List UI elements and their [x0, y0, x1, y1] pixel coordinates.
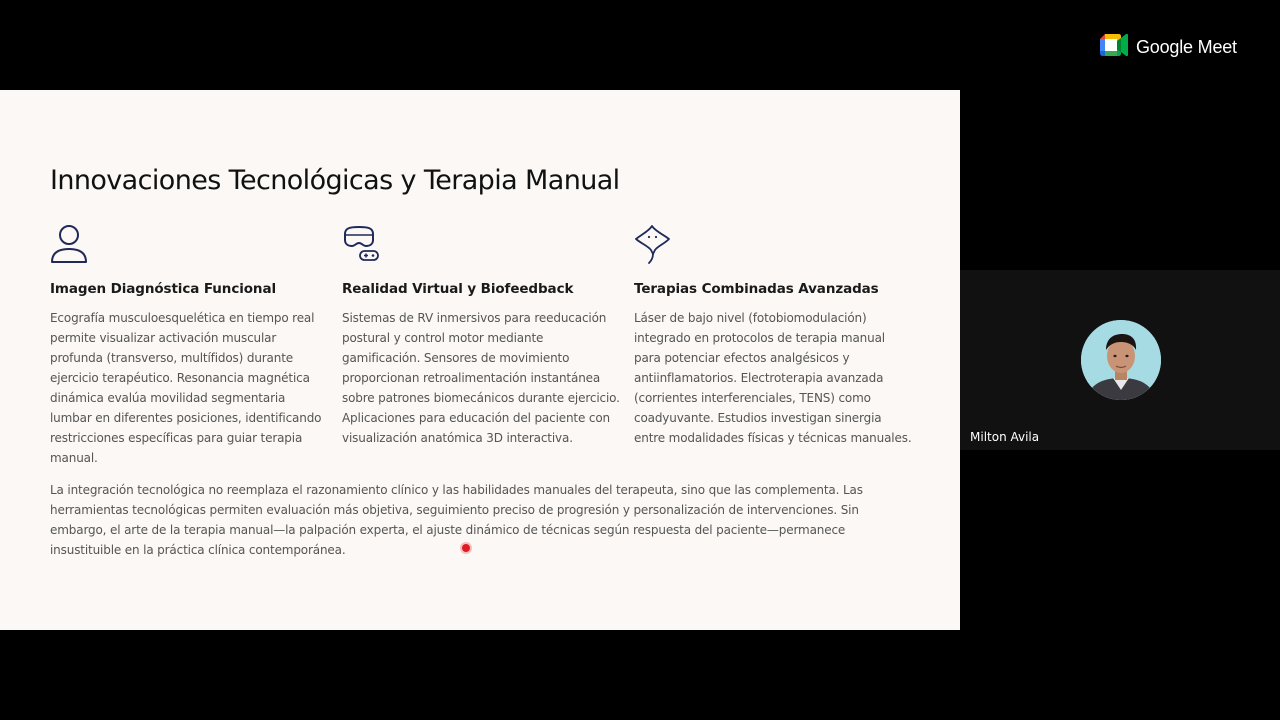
column-body: Láser de bajo nivel (fotobiomodulación) integrado en protocolos de terapia manual para potenciar efectos analgésicos y antiinflamatorios. Electroterapia avanzada (corrientes interferenciales, TENS) como coadyuvante. Estudios investigan sinergia entre modalidades físicas y técnicas manuales.	[634, 311, 912, 445]
google-meet-logo	[1100, 34, 1237, 60]
vr-headset-icon	[342, 222, 382, 266]
stingray-icon	[634, 222, 674, 266]
laser-pointer	[462, 544, 470, 552]
summary-paragraph: La integración tecnológica no reemplaza el razonamiento clínico y las habilidades manuales del terapeuta, sino que las complementa. Las herramientas tecnológicas permiten evaluación más objetiva, seguimiento preciso de progresión y personalización de intervenciones. Sin embargo, el arte de la terapia manual—la palpación experta, el ajuste dinámico de técnicas según respuesta del paciente—permanece insustituible en la práctica clínica contemporánea.	[50, 483, 863, 557]
column-heading: Imagen Diagnóstica Funcional	[50, 281, 276, 297]
column-heading: Terapias Combinadas Avanzadas	[634, 281, 879, 297]
column-body: Sistemas de RV inmersivos para reeducación postural y control motor mediante gamificación. Sensores de movimiento proporcionan retroalimentación instantánea sobre patrones biomecánicos durante ejercicio. Aplicaciones para educación del paciente con visualización anatómica 3D interactiva.	[342, 311, 620, 445]
avatar	[1081, 320, 1161, 400]
participant-name: Milton Avila	[970, 430, 1040, 444]
meet-logo-text: Google Meet	[1136, 36, 1237, 57]
slide-title: Innovaciones Tecnológicas y Terapia Manual	[50, 165, 620, 196]
column-terapias-combinadas	[634, 222, 914, 445]
column-body: Ecografía musculoesquelética en tiempo real permite visualizar activación muscular profunda (transverso, multífidos) durante ejercicio terapéutico. Resonancia magnética dinámica evalúa movilidad segmentaria lumbar en diferentes posiciones, identificando restricciones específicas para guiar terapia manual.	[50, 311, 322, 465]
column-heading: Realidad Virtual y Biofeedback	[342, 281, 574, 297]
column-realidad-virtual	[342, 222, 622, 445]
person-icon	[50, 222, 90, 266]
meet-camera-icon	[1100, 34, 1128, 60]
column-imagen-diagnostica	[50, 222, 330, 465]
participant-tile[interactable]	[960, 270, 1280, 450]
